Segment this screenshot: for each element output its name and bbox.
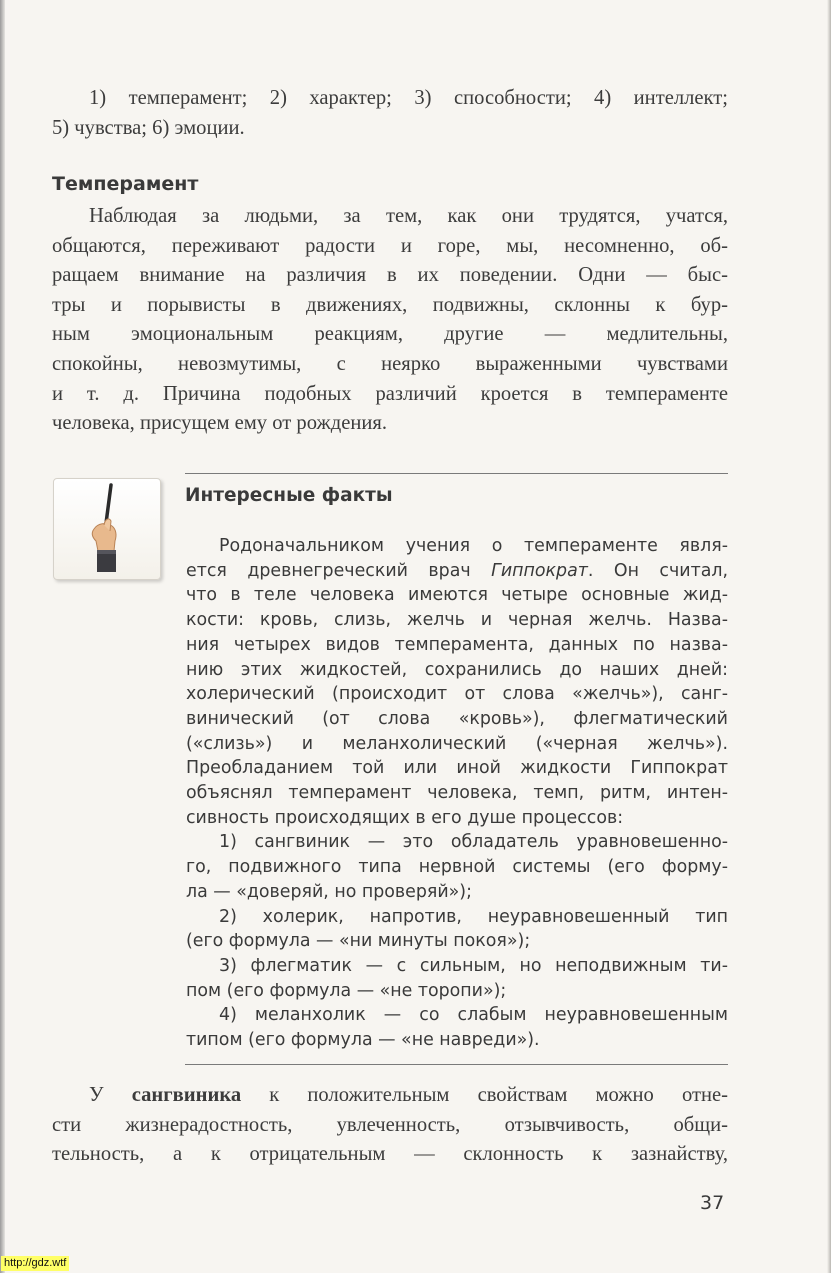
- list-item-line: пом (его формула — «не торопи»);: [186, 980, 507, 1001]
- section-heading: Темперамент: [52, 173, 199, 195]
- text-line: холерический (происходит от слова «желчь»), санг-: [186, 684, 728, 705]
- intro-paragraph: [52, 84, 728, 143]
- text-fragment: У: [89, 1084, 132, 1106]
- text-line: человека, присущем ему от рождения.: [52, 412, 388, 435]
- text-line: [186, 559, 728, 584]
- facts-icon-frame: [53, 478, 161, 580]
- temperament-paragraph: [52, 202, 728, 439]
- text-line: что в теле человека имеются четыре основные жид-: [186, 585, 728, 606]
- text-line: сивность происходящих в его душе процессов:: [186, 807, 624, 828]
- text-line: винический (от слова «кровь»), флегматический: [186, 708, 728, 729]
- watermark-link[interactable]: http://gdz.wtf: [1, 1256, 69, 1271]
- text-fragment: к положительным свойствам можно отне-: [241, 1084, 729, 1106]
- facts-body: [186, 534, 728, 1053]
- text-line: тры и порывисты в движениях, подвижны, склонны к бур-: [52, 293, 728, 316]
- page-right-edge-shadow: [827, 0, 831, 1273]
- text-line: [52, 1081, 728, 1111]
- list-item-line: 2) холерик, напротив, неуравновешенный тип: [219, 906, 728, 927]
- list-item-line: типом (его формула — «не навреди»).: [186, 1030, 540, 1051]
- list-item-line: (его формула — «ни минуты покоя»);: [186, 931, 531, 952]
- list-item-line: 4) меланхолик — со слабым неуравновешенным: [219, 1005, 728, 1026]
- text-line: Преобладанием той или иной жидкости Гиппократ: [186, 758, 728, 779]
- text-line: общаются, переживают радости и горе, мы, несомненно, об-: [52, 234, 728, 257]
- text-fragment: . Он считал,: [587, 560, 728, 581]
- bold-term: сангвиника: [131, 1084, 242, 1106]
- text-line: нию этих жидкостей, сохранились до наших дней:: [186, 659, 728, 680]
- pen-in-hand-icon: [54, 479, 160, 579]
- facts-bottom-rule: [185, 1064, 728, 1065]
- text-line: 5) чувства; 6) эмоции.: [52, 116, 245, 139]
- list-item-line: 1) сангвиник — это обладатель уравновешенно-: [219, 832, 728, 853]
- text-line: тельность, а к отрицательным — склонность к зазнайству,: [52, 1143, 728, 1166]
- page-left-edge-shadow: [0, 0, 5, 1273]
- text-line: 1) темперамент; 2) характер; 3) способности; 4) интеллект;: [89, 87, 728, 109]
- text-line: ным эмоциональным реакциям, другие — медлительны,: [52, 323, 728, 346]
- text-line: ния четырех видов темперамента, данных по назва-: [186, 634, 728, 655]
- list-item-line: 3) флегматик — с сильным, но неподвижным ти-: [219, 955, 728, 976]
- page-number: 37: [700, 1192, 725, 1214]
- text-fragment: ется древнегреческий врач: [186, 560, 492, 581]
- text-line: объяснял темперамент человека, темп, ритм, интен-: [186, 783, 728, 804]
- text-line: спокойны, невозмутимы, с неярко выраженными чувствами: [52, 352, 728, 375]
- text-line: и т. д. Причина подобных различий кроется в темпераменте: [52, 382, 728, 405]
- text-line: сти жизнерадостность, увлеченность, отзывчивость, общи-: [52, 1113, 728, 1136]
- text-line: кости: кровь, слизь, желчь и черная желчь. Назва-: [186, 610, 728, 631]
- text-line: Родоначальником учения о темпераменте явля-: [219, 536, 728, 556]
- text-line: («слизь») и меланхолический («черная желчь»).: [186, 733, 728, 754]
- text-line: ращаем внимание на различия в их поведении. Одни — быс-: [52, 264, 728, 287]
- text-line: Наблюдая за людьми, за тем, как они трудятся, учатся,: [89, 205, 728, 227]
- facts-title: Интересные факты: [185, 485, 393, 506]
- list-item-line: го, подвижного типа нервной системы (его форму-: [186, 857, 728, 878]
- sanguine-paragraph: [52, 1081, 728, 1170]
- list-item-line: ла — «доверяй, но проверяй»);: [186, 881, 472, 902]
- facts-top-rule: [185, 473, 728, 474]
- italic-name: Гиппократ: [491, 560, 588, 581]
